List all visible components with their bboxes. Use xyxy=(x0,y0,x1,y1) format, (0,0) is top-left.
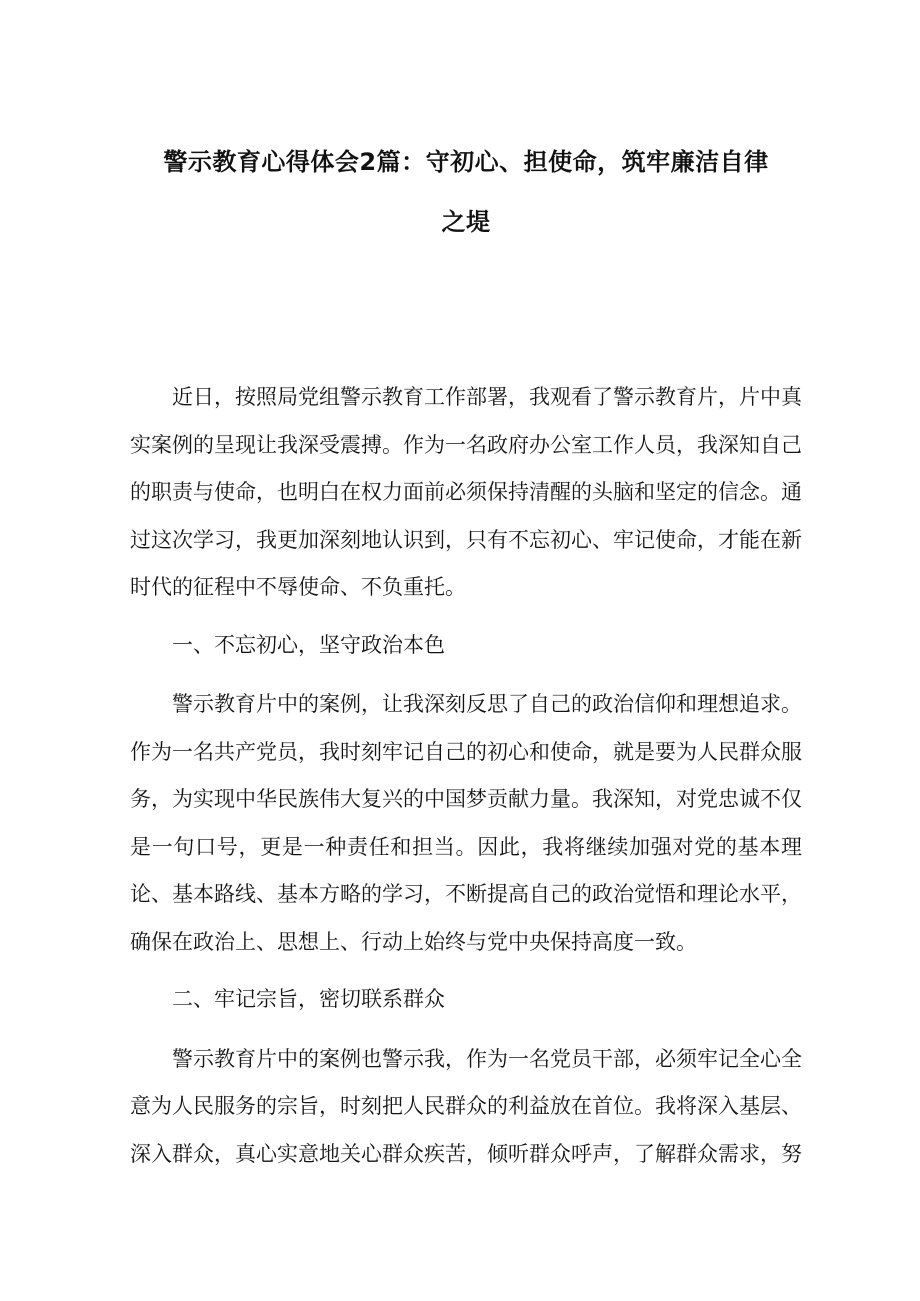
document-title xyxy=(130,132,802,252)
paragraph-section-1: 警示教育片中的案例，让我深刻反思了自己的政治信仰和理想追求。作为一名共产党员，我时刻牢记自己的初心和使命，就是要为人民群众服务，为实现中华民族伟大复兴的中国梦贡献力量。我深知，对党忠诚不仅是一句口号，更是一种责任和担当。因此，我将继续加强对党的基本理论、基本路线、基本方略的学习，不断提高自己的政治觉悟和理论水平，确保在政治上、思想上、行动上始终与党中央保持高度一致。 xyxy=(130,692,802,954)
section-heading-2: 二、牢记宗旨，密切联系群众 xyxy=(172,987,445,1011)
document-title-line-1: 警示教育心得体会2篇：守初心、担使命，筑牢廉洁自律 xyxy=(163,148,769,176)
paragraph-section-2: 警示教育片中的案例也警示我，作为一名党员干部，必须牢记全心全意为人民服务的宗旨，时刻把人民群众的利益放在首位。我将深入基层、深入群众，真心实意地关心群众疾苦，倾听群众呼声，了解群众需求，努 xyxy=(130,1046,802,1166)
document-title-line-2: 之堤 xyxy=(441,208,491,236)
section-heading-1: 一、不忘初心，坚守政治本色 xyxy=(172,632,445,657)
paragraph-intro: 近日，按照局党组警示教育工作部署，我观看了警示教育片，片中真实案例的呈现让我深受震搏。作为一名政府办公室工作人员，我深知自己的职责与使命，也明白在权力面前必须保持清醒的头脑和坚定的信念。通过这次学习，我更加深刻地认识到，只有不忘初心、牢记使命，才能在新时代的征程中不辱使命、不负重托。 xyxy=(130,385,802,599)
